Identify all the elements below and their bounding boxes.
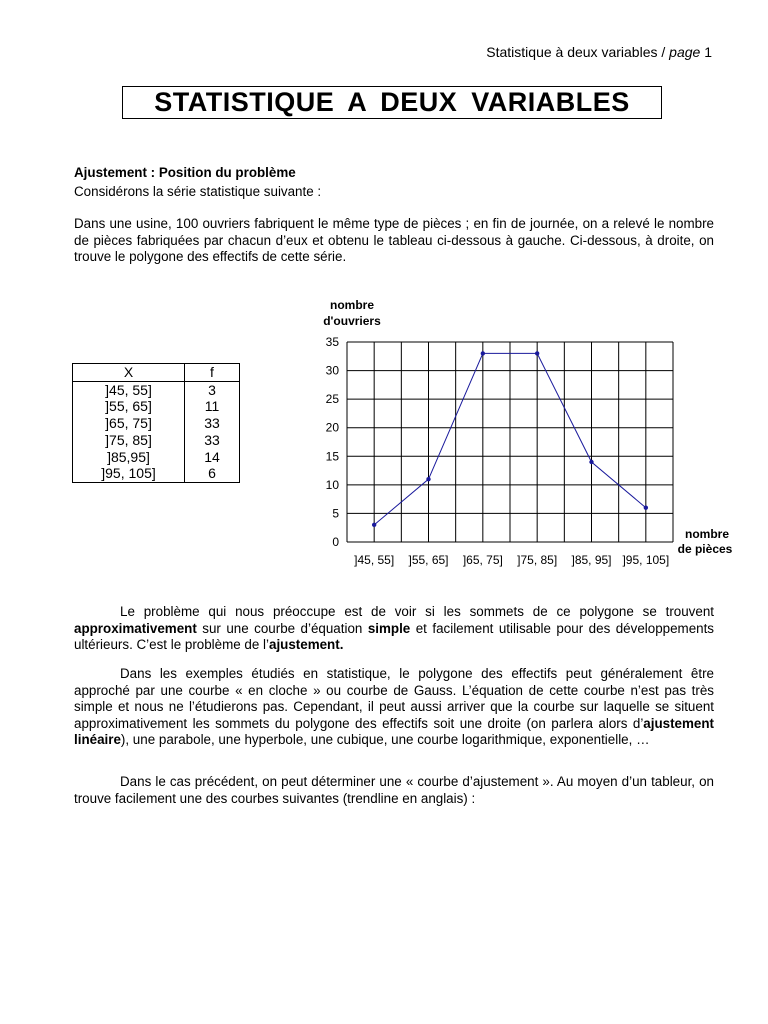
chart-y-tick-label: 5 [332, 506, 339, 521]
table-cell-f: 11 [185, 398, 240, 415]
chart-x-tick-label: ]95, 105] [622, 553, 670, 567]
table-row [73, 415, 240, 432]
header-page-number: 1 [704, 44, 712, 60]
table-row [73, 465, 240, 482]
p1-bold-ajustement: ajustement. [269, 637, 344, 652]
frequency-polygon-chart [300, 290, 750, 580]
p1-text-a: Le problème qui nous préoccupe est de voir si les sommets de ce polygone se trouvent [120, 604, 714, 619]
table-row [73, 398, 240, 415]
chart-y-tick-label: 15 [325, 449, 339, 464]
p1-text-e: et facilement utilisable pour des développements ultérieurs. C’est le problème de l’ [74, 620, 715, 652]
chart-x-tick-label: ]55, 65] [408, 553, 449, 567]
table-cell-x: ]55, 65] [73, 398, 185, 415]
chart-y-tick-label: 30 [325, 363, 339, 378]
paragraph-1 [74, 604, 714, 654]
table-cell-x: ]85,95] [73, 449, 185, 466]
p1-bold-simple: simple [367, 620, 411, 636]
chart-data-point [426, 477, 430, 481]
table-row [73, 432, 240, 449]
frequency-table [72, 363, 240, 483]
chart-x-tick-label: ]85, 95] [571, 553, 612, 567]
page-header [486, 44, 712, 60]
table-cell-f: 33 [185, 432, 240, 449]
chart-y-axis [326, 335, 340, 549]
chart-data-point [589, 460, 593, 464]
chart-y-tick-label: 20 [325, 420, 339, 435]
p2-bold-ajustement-lineaire: ajustement linéaire [74, 715, 714, 747]
table-header-x: X [73, 364, 185, 382]
table-cell-f: 6 [185, 465, 240, 482]
chart-x-tick-label: ]65, 75] [462, 553, 503, 567]
header-page-label: page [669, 44, 701, 60]
p1-bold-approximativement: approximativement [74, 620, 197, 636]
header-text: Statistique à deux variables / [486, 44, 670, 60]
p1-text-c: sur une courbe d’équation [196, 620, 368, 636]
chart-x-axis [354, 553, 669, 567]
table-row [73, 449, 240, 466]
table-cell-f: 3 [185, 381, 240, 398]
chart-data-point [644, 506, 648, 510]
section-intro: Considérons la série statistique suivante : [74, 184, 322, 199]
table-cell-x: ]45, 55] [73, 381, 185, 398]
chart-ylabel-line1: nombre [329, 298, 375, 312]
chart-y-tick-label: 35 [325, 335, 339, 349]
table-cell-f: 14 [185, 449, 240, 466]
chart-xlabel-line1: nombre [684, 527, 730, 541]
section-description: Dans une usine, 100 ouvriers fabriquent le même type de pièces ; en fin de journée, on a relevé le nombre de pièces fabriquées par chacun d’eux et obtenu le tableau ci-dessous à gauche. Ci-dessous, à droite, on trouve le polygone des effectifs de cette série. [74, 216, 714, 264]
chart-xlabel-line2: de pièces [677, 542, 733, 556]
table-cell-x: ]75, 85] [73, 432, 185, 449]
chart-ylabel-line2: d'ouvriers [323, 314, 381, 328]
chart-y-tick-label: 10 [325, 477, 339, 492]
title-box [122, 86, 662, 119]
table-header-row [73, 364, 240, 382]
paragraph-2 [74, 666, 714, 749]
p2-text-a: Dans les exemples étudiés en statistique, le polygone des effectifs peut généralement être approché par une courbe « en cloche » ou courbe de Gauss. L’équation de cette courbe n’est pas très simple et nous ne l’étudierons pas. Cependant, il peut aussi arriver que la courbe sur laquelle se situent approximativement les sommets du polygone des effectifs soit une droite (on parlera alors d’ [74, 666, 714, 731]
table-header-f: f [185, 364, 240, 382]
page-title: STATISTIQUE A DEUX VARIABLES [154, 87, 630, 117]
table-cell-x: ]65, 75] [73, 415, 185, 432]
chart-y-tick-label: 0 [332, 535, 339, 549]
chart-x-tick-label: ]45, 55] [354, 553, 395, 567]
table-cell-x: ]95, 105] [73, 465, 185, 482]
section-heading: Ajustement : Position du problème [74, 165, 296, 180]
chart-data-point [535, 351, 539, 355]
chart-data-point [372, 523, 376, 527]
table-row [73, 381, 240, 398]
table-cell-f: 33 [185, 415, 240, 432]
paragraph-3: Dans le cas précédent, on peut déterminer une « courbe d’ajustement ». Au moyen d’un tableur, on trouve facilement une des courbes suivantes (trendline en anglais) : [74, 774, 714, 806]
chart-y-tick-label: 25 [325, 392, 339, 407]
chart-data-point [481, 351, 485, 355]
chart-grid [347, 342, 673, 542]
p2-text-c: ), une parabole, une hyperbole, une cubique, une courbe logarithmique, exponentielle, … [120, 732, 650, 747]
chart-x-tick-label: ]75, 85] [517, 553, 558, 567]
